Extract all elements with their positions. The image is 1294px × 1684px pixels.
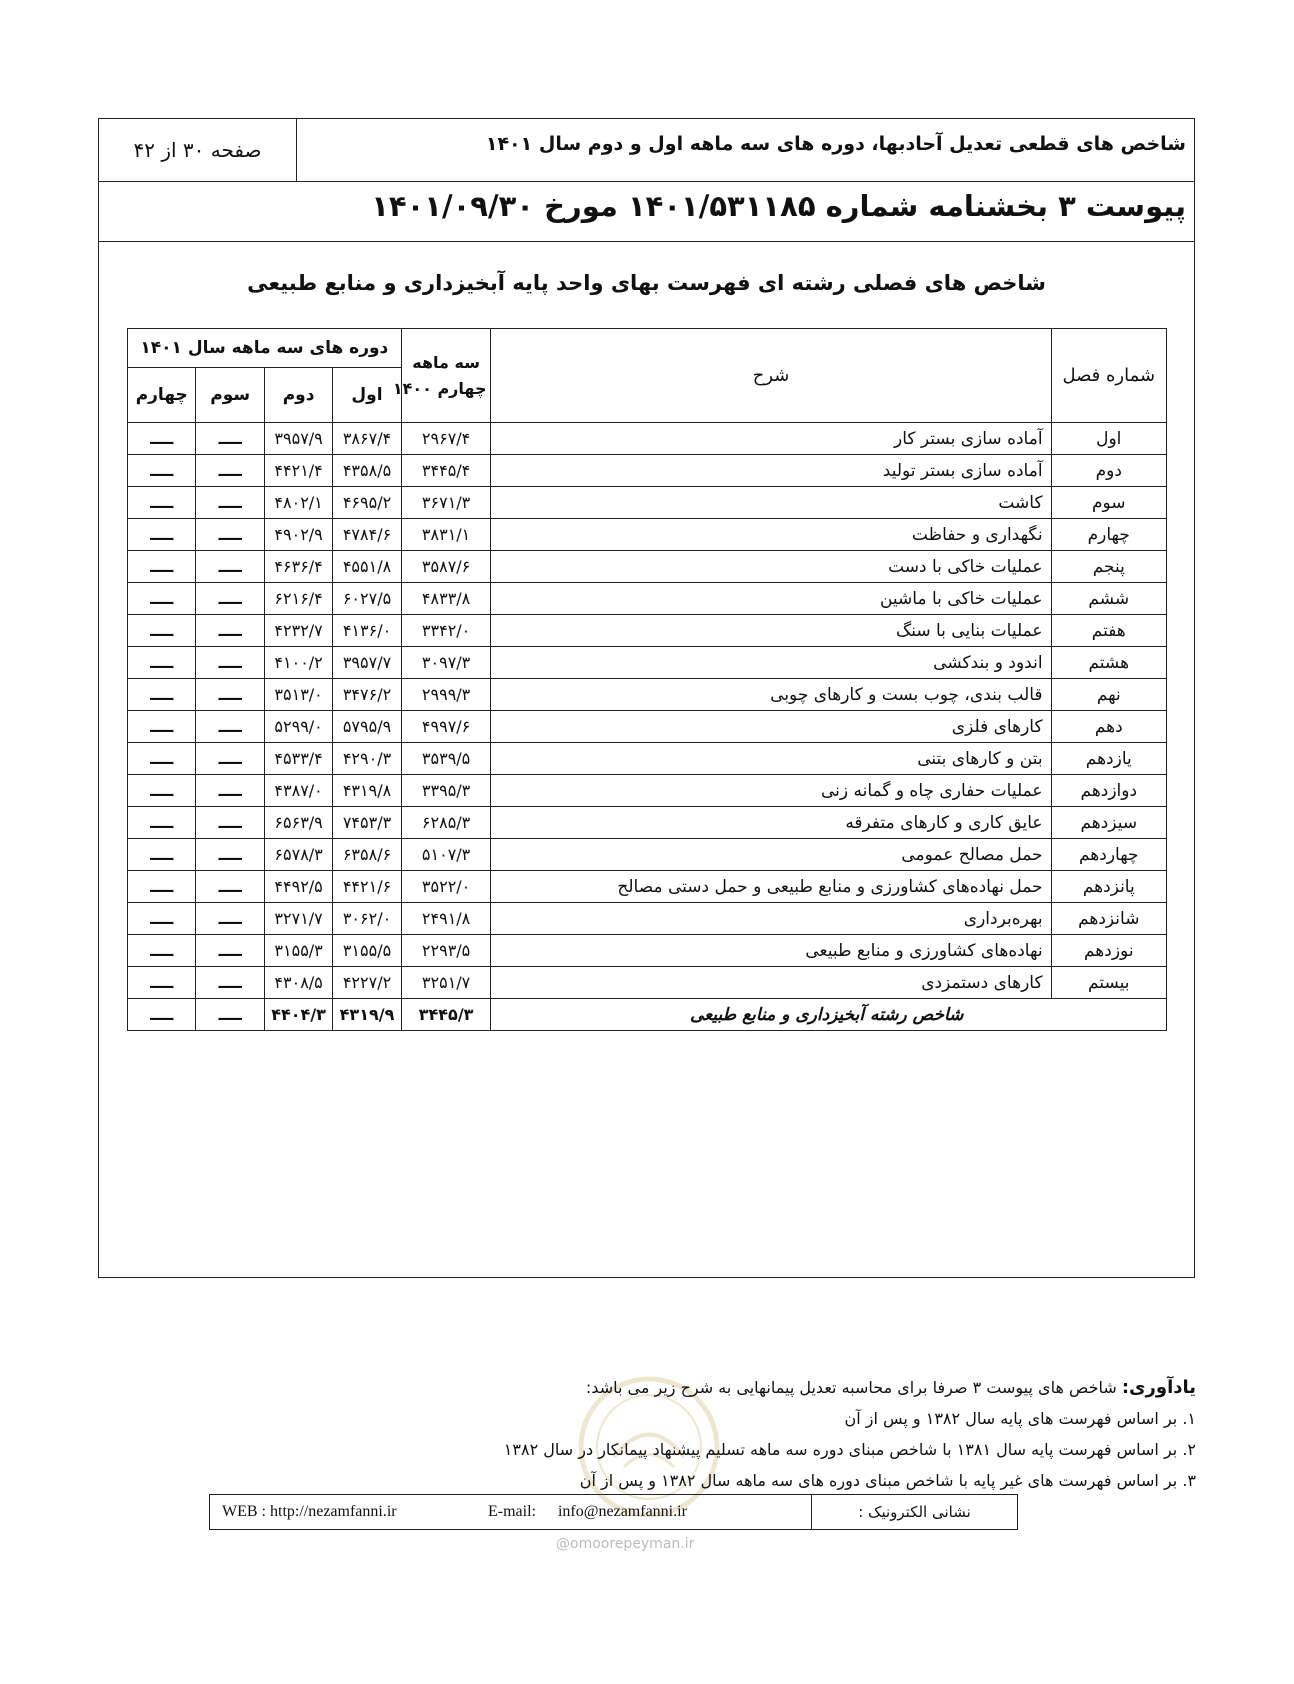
q2-value-cell: ۳۹۵۷/۹ <box>264 423 332 455</box>
total-q2-cell: ۴۴۰۴/۳ <box>264 999 332 1031</box>
q3-value-cell: ــــ <box>196 775 264 807</box>
chapter-cell: سیزدهم <box>1051 807 1166 839</box>
table-row <box>128 615 1167 647</box>
header-title: شاخص های قطعی تعدیل آحادبها، دوره های سه ماهه اول و دوم سال ۱۴۰۱ <box>485 133 1186 155</box>
description-cell: عملیات بنایی با سنگ <box>491 615 1051 647</box>
q4-value-cell: ــــ <box>128 711 196 743</box>
q1-value-cell: ۴۷۸۴/۶ <box>333 519 401 551</box>
col-base-header <box>392 329 491 423</box>
chapter-cell: هفتم <box>1051 615 1166 647</box>
q2-value-cell: ۶۵۶۳/۹ <box>264 807 332 839</box>
total-description-cell: شاخص رشته آبخیزداری و منابع طبیعی <box>491 999 1167 1031</box>
col-q1-header: اول <box>333 368 401 423</box>
q4-value-cell: ــــ <box>128 903 196 935</box>
base-value-cell: ۳۵۳۹/۵ <box>401 743 491 775</box>
q4-value-cell: ــــ <box>128 935 196 967</box>
base-value-cell: ۳۳۴۲/۰ <box>401 615 491 647</box>
table-row <box>128 423 1167 455</box>
q3-value-cell: ــــ <box>196 807 264 839</box>
q2-value-cell: ۶۲۱۶/۴ <box>264 583 332 615</box>
q1-value-cell: ۴۲۲۷/۲ <box>333 967 401 999</box>
description-cell: بتن و کارهای بتنی <box>491 743 1051 775</box>
chapter-cell: پانزدهم <box>1051 871 1166 903</box>
base-value-cell: ۴۹۹۷/۶ <box>401 711 491 743</box>
q2-value-cell: ۴۸۰۲/۱ <box>264 487 332 519</box>
q1-value-cell: ۷۴۵۳/۳ <box>333 807 401 839</box>
table-row <box>128 839 1167 871</box>
q1-value-cell: ۴۵۵۱/۸ <box>333 551 401 583</box>
q4-value-cell: ــــ <box>128 455 196 487</box>
q2-value-cell: ۶۵۷۸/۳ <box>264 839 332 871</box>
table-row <box>128 647 1167 679</box>
total-q3-cell: ــــ <box>196 999 264 1031</box>
q2-value-cell: ۵۲۹۹/۰ <box>264 711 332 743</box>
q1-value-cell: ۴۴۲۱/۶ <box>333 871 401 903</box>
description-cell: عملیات خاکی با دست <box>491 551 1051 583</box>
chapter-cell: اول <box>1051 423 1166 455</box>
description-cell: عملیات خاکی با ماشین <box>491 583 1051 615</box>
q3-value-cell: ــــ <box>196 519 264 551</box>
q1-value-cell: ۶۰۲۷/۵ <box>333 583 401 615</box>
col-base-line2: چهارم ۱۴۰۰ <box>392 378 487 398</box>
note-item-2: ۲. بر اساس فهرست پایه سال ۱۳۸۱ با شاخص مبنای دوره سه ماهه تسلیم پیشنهاد پیمانکار در سال ۱۳۸۲ <box>503 1440 1196 1459</box>
q3-value-cell: ــــ <box>196 583 264 615</box>
q3-value-cell: ــــ <box>196 903 264 935</box>
table-row <box>128 903 1167 935</box>
note-item-3: ۳. بر اساس فهرست های غیر پایه با شاخص مبنای دوره های سه ماهه سال ۱۳۸۲ و پس از آن <box>579 1471 1196 1490</box>
web-link[interactable]: WEB : http://nezamfanni.ir <box>222 1503 397 1520</box>
q1-value-cell: ۳۱۵۵/۵ <box>333 935 401 967</box>
q4-value-cell: ــــ <box>128 807 196 839</box>
q2-value-cell: ۴۶۳۶/۴ <box>264 551 332 583</box>
q4-value-cell: ــــ <box>128 743 196 775</box>
chapter-cell: دوازدهم <box>1051 775 1166 807</box>
q3-value-cell: ــــ <box>196 839 264 871</box>
q1-value-cell: ۴۳۵۸/۵ <box>333 455 401 487</box>
q4-value-cell: ــــ <box>128 551 196 583</box>
q1-value-cell: ۴۳۱۹/۸ <box>333 775 401 807</box>
total-q1-cell: ۴۳۱۹/۹ <box>333 999 401 1031</box>
q1-value-cell: ۶۳۵۸/۶ <box>333 839 401 871</box>
q2-value-cell: ۳۱۵۵/۳ <box>264 935 332 967</box>
chapter-cell: سوم <box>1051 487 1166 519</box>
description-cell: بهره‌برداری <box>491 903 1051 935</box>
q3-value-cell: ــــ <box>196 647 264 679</box>
q2-value-cell: ۳۲۷۱/۷ <box>264 903 332 935</box>
email-label: E-mail: <box>488 1503 536 1520</box>
contact-label: نشانی الکترونیک : <box>811 1495 1017 1529</box>
table-row <box>128 935 1167 967</box>
col-q4-header: چهارم <box>128 368 196 423</box>
description-cell: حمل نهاده‌های کشاورزی و منابع طبیعی و حمل دستی مصالح <box>491 871 1051 903</box>
table-row <box>128 775 1167 807</box>
table-row <box>128 679 1167 711</box>
table-row <box>128 519 1167 551</box>
q3-value-cell: ــــ <box>196 615 264 647</box>
q3-value-cell: ــــ <box>196 743 264 775</box>
table-row <box>128 487 1167 519</box>
page-number: صفحه ۳۰ از ۴۲ <box>99 119 297 181</box>
chapter-cell: چهاردهم <box>1051 839 1166 871</box>
table-row <box>128 967 1167 999</box>
q4-value-cell: ــــ <box>128 615 196 647</box>
q4-value-cell: ــــ <box>128 423 196 455</box>
email-line <box>488 1503 687 1521</box>
base-value-cell: ۳۰۹۷/۳ <box>401 647 491 679</box>
q4-value-cell: ــــ <box>128 583 196 615</box>
table-row <box>128 871 1167 903</box>
annex-row <box>99 181 1194 242</box>
note-block <box>316 1372 1196 1496</box>
q2-value-cell: ۴۳۰۸/۵ <box>264 967 332 999</box>
description-cell: عایق کاری و کارهای متفرقه <box>491 807 1051 839</box>
header-row <box>99 119 1194 182</box>
q4-value-cell: ــــ <box>128 775 196 807</box>
col-base-line1: سه ماهه <box>412 352 480 372</box>
base-value-cell: ۲۴۹۱/۸ <box>401 903 491 935</box>
col-q3-header: سوم <box>196 368 264 423</box>
q2-value-cell: ۴۲۳۲/۷ <box>264 615 332 647</box>
q3-value-cell: ــــ <box>196 487 264 519</box>
base-value-cell: ۲۹۹۹/۳ <box>401 679 491 711</box>
note-intro-line <box>316 1372 1196 1403</box>
description-cell: نگهداری و حفاظت <box>491 519 1051 551</box>
base-value-cell: ۵۱۰۷/۳ <box>401 839 491 871</box>
base-value-cell: ۶۲۸۵/۳ <box>401 807 491 839</box>
table-row <box>128 743 1167 775</box>
table-row <box>128 551 1167 583</box>
description-cell: کاشت <box>491 487 1051 519</box>
note-label: یادآوری: <box>1121 1377 1196 1398</box>
page-frame <box>98 118 1195 1278</box>
description-cell: کارهای دستمزدی <box>491 967 1051 999</box>
chapter-cell: شانزدهم <box>1051 903 1166 935</box>
description-cell: آماده سازی بستر تولید <box>491 455 1051 487</box>
col-desc-header: شرح <box>491 329 1051 423</box>
note-item-1: ۱. بر اساس فهرست های پایه سال ۱۳۸۲ و پس از آن <box>844 1409 1196 1428</box>
total-q4-cell: ــــ <box>128 999 196 1031</box>
q4-value-cell: ــــ <box>128 487 196 519</box>
q3-value-cell: ــــ <box>196 551 264 583</box>
q4-value-cell: ــــ <box>128 519 196 551</box>
chapter-cell: دوم <box>1051 455 1166 487</box>
description-cell: آماده سازی بستر کار <box>491 423 1051 455</box>
q2-value-cell: ۴۱۰۰/۲ <box>264 647 332 679</box>
chapter-cell: دهم <box>1051 711 1166 743</box>
annex-title: پیوست ۳ بخشنامه شماره ۱۴۰۱/۵۳۱۱۸۵ مورخ ۱۴۰۱/۰۹/۳۰ <box>371 189 1186 223</box>
note-intro: شاخص های پیوست ۳ صرفا برای محاسبه تعدیل پیمانهایی به شرح زیر می باشد: <box>585 1378 1117 1397</box>
chapter-cell: بیستم <box>1051 967 1166 999</box>
q3-value-cell: ــــ <box>196 423 264 455</box>
q1-value-cell: ۴۱۳۶/۰ <box>333 615 401 647</box>
description-cell: قالب بندی، چوب بست و کارهای چوبی <box>491 679 1051 711</box>
q4-value-cell: ــــ <box>128 839 196 871</box>
base-value-cell: ۳۵۲۲/۰ <box>401 871 491 903</box>
q3-value-cell: ــــ <box>196 935 264 967</box>
base-value-cell: ۳۲۵۱/۷ <box>401 967 491 999</box>
q1-value-cell: ۳۹۵۷/۷ <box>333 647 401 679</box>
index-table <box>127 328 1167 1031</box>
description-cell: کارهای فلزی <box>491 711 1051 743</box>
q1-value-cell: ۴۲۹۰/۳ <box>333 743 401 775</box>
total-row <box>128 999 1167 1031</box>
chapter-cell: نوزدهم <box>1051 935 1166 967</box>
q4-value-cell: ــــ <box>128 871 196 903</box>
q3-value-cell: ــــ <box>196 871 264 903</box>
total-base-cell: ۳۴۴۵/۳ <box>401 999 491 1031</box>
description-cell: اندود و بندکشی <box>491 647 1051 679</box>
q3-value-cell: ــــ <box>196 679 264 711</box>
description-cell: نهاده‌های کشاورزی و منابع طبیعی <box>491 935 1051 967</box>
description-cell: عملیات حفاری چاه و گمانه زنی <box>491 775 1051 807</box>
base-value-cell: ۳۶۷۱/۳ <box>401 487 491 519</box>
table-row <box>128 455 1167 487</box>
col-q2-header: دوم <box>264 368 332 423</box>
chapter-cell: یازدهم <box>1051 743 1166 775</box>
base-value-cell: ۴۸۳۳/۸ <box>401 583 491 615</box>
q4-value-cell: ــــ <box>128 967 196 999</box>
col-chapter-header: شماره فصل <box>1051 329 1166 423</box>
base-value-cell: ۳۸۳۱/۱ <box>401 519 491 551</box>
q2-value-cell: ۴۵۳۳/۴ <box>264 743 332 775</box>
q2-value-cell: ۴۴۲۱/۴ <box>264 455 332 487</box>
q1-value-cell: ۴۶۹۵/۲ <box>333 487 401 519</box>
table-row <box>128 807 1167 839</box>
base-value-cell: ۲۲۹۳/۵ <box>401 935 491 967</box>
chapter-cell: هشتم <box>1051 647 1166 679</box>
q2-value-cell: ۴۴۹۲/۵ <box>264 871 332 903</box>
table-title: شاخص های فصلی رشته ای فهرست بهای واحد پایه آبخیزداری و منابع طبیعی <box>247 271 1046 295</box>
description-cell: حمل مصالح عمومی <box>491 839 1051 871</box>
col-group-header: دوره های سه ماهه سال ۱۴۰۱ <box>128 329 402 368</box>
base-value-cell: ۳۴۴۵/۴ <box>401 455 491 487</box>
q3-value-cell: ــــ <box>196 455 264 487</box>
q3-value-cell: ــــ <box>196 711 264 743</box>
q2-value-cell: ۳۵۱۳/۰ <box>264 679 332 711</box>
base-value-cell: ۲۹۶۷/۴ <box>401 423 491 455</box>
q1-value-cell: ۳۸۶۷/۴ <box>333 423 401 455</box>
watermark-text: @omoorepeyman.ir <box>556 1536 695 1552</box>
chapter-cell: نهم <box>1051 679 1166 711</box>
q1-value-cell: ۵۷۹۵/۹ <box>333 711 401 743</box>
q4-value-cell: ــــ <box>128 679 196 711</box>
contact-box <box>209 1494 1018 1530</box>
table-row <box>128 583 1167 615</box>
q2-value-cell: ۴۹۰۲/۹ <box>264 519 332 551</box>
base-value-cell: ۳۳۹۵/۳ <box>401 775 491 807</box>
table-row <box>128 711 1167 743</box>
q3-value-cell: ــــ <box>196 967 264 999</box>
q1-value-cell: ۳۰۶۲/۰ <box>333 903 401 935</box>
chapter-cell: پنجم <box>1051 551 1166 583</box>
chapter-cell: چهارم <box>1051 519 1166 551</box>
q4-value-cell: ــــ <box>128 647 196 679</box>
chapter-cell: ششم <box>1051 583 1166 615</box>
q2-value-cell: ۴۳۸۷/۰ <box>264 775 332 807</box>
email-link[interactable]: info@nezamfanni.ir <box>557 1503 687 1520</box>
q1-value-cell: ۳۴۷۶/۲ <box>333 679 401 711</box>
base-value-cell: ۳۵۸۷/۶ <box>401 551 491 583</box>
